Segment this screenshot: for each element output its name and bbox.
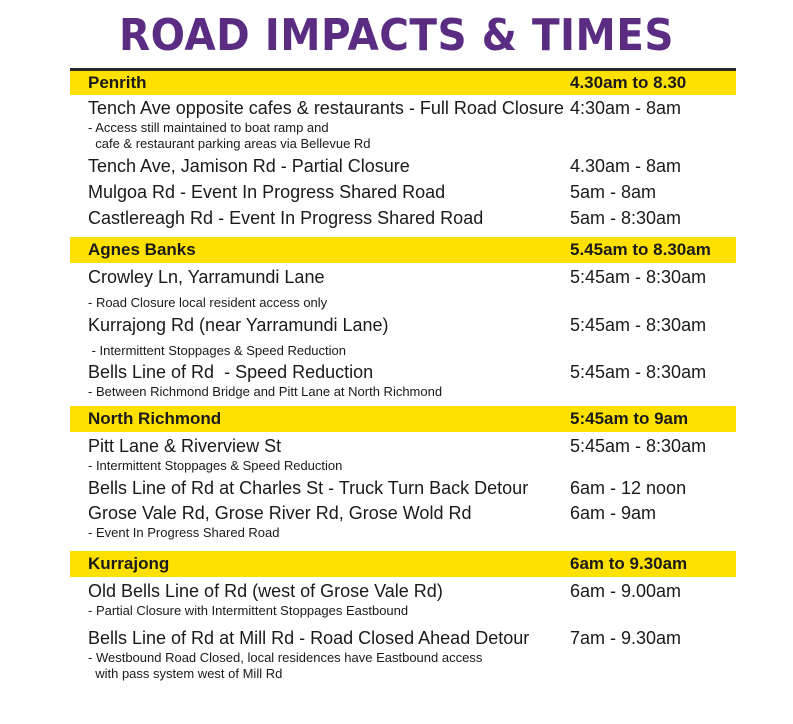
row-note: - Access still maintained to boat ramp and xyxy=(88,120,329,135)
road-name: Crowley Ln, Yarramundi Lane xyxy=(88,267,325,287)
road-time: 5:45am - 8:30am xyxy=(570,362,707,382)
road-time: 6am - 9am xyxy=(570,503,657,523)
section-time: 5.45am to 8.30am xyxy=(570,240,711,259)
table-row xyxy=(70,476,736,500)
road-name: Tench Ave opposite cafes & restaurants - Full Road Closure xyxy=(88,98,564,118)
road-name: Grose Vale Rd, Grose River Rd, Grose Wold Rd xyxy=(88,503,472,523)
section-header-agnes-banks xyxy=(70,237,736,263)
section-header-kurrajong xyxy=(70,551,736,577)
road-time: 6am - 12 noon xyxy=(570,478,687,498)
road-impacts-table xyxy=(70,68,736,682)
table-row xyxy=(70,626,736,650)
road-time: 5:45am - 8:30am xyxy=(570,436,707,456)
road-time: 4.30am - 8am xyxy=(570,156,682,176)
row-note: - Westbound Road Closed, local residences have Eastbound access xyxy=(88,650,483,665)
table-row xyxy=(70,501,736,525)
road-time: 5am - 8:30am xyxy=(570,208,682,228)
row-note: - Partial Closure with Intermittent Stoppages Eastbound xyxy=(88,603,409,618)
road-name: Tench Ave, Jamison Rd - Partial Closure xyxy=(88,156,410,176)
page-title: ROAD IMPACTS & TIMES xyxy=(118,10,675,61)
road-name: Old Bells Line of Rd (west of Grose Vale Rd) xyxy=(88,581,443,601)
row-note: - Event In Progress Shared Road xyxy=(88,525,280,540)
row-note: - Between Richmond Bridge and Pitt Lane at North Richmond xyxy=(88,384,443,399)
table-row xyxy=(70,96,736,120)
section-header-penrith xyxy=(70,68,736,95)
table-row xyxy=(70,360,736,384)
section-time: 5:45am to 9am xyxy=(570,409,689,428)
road-name: Kurrajong Rd (near Yarramundi Lane) xyxy=(88,315,389,335)
section-region: Kurrajong xyxy=(88,554,170,573)
road-name: Bells Line of Rd at Charles St - Truck Turn Back Detour xyxy=(88,478,529,498)
table-row xyxy=(70,154,736,178)
section-time: 4.30am to 8.30 xyxy=(570,73,687,92)
road-name: Castlereagh Rd - Event In Progress Shared Road xyxy=(88,208,484,228)
section-region: Agnes Banks xyxy=(88,240,196,259)
table-row xyxy=(70,579,736,603)
road-time: 5:45am - 8:30am xyxy=(570,315,707,335)
road-time: 4:30am - 8am xyxy=(570,98,682,118)
table-row xyxy=(70,313,736,337)
row-note: - Road Closure local resident access only xyxy=(88,295,328,310)
road-name: Bells Line of Rd at Mill Rd - Road Closed Ahead Detour xyxy=(88,628,530,648)
road-time: 5:45am - 8:30am xyxy=(570,267,707,287)
table-row xyxy=(70,206,736,230)
section-region: Penrith xyxy=(88,73,147,92)
road-time: 5am - 8am xyxy=(570,182,657,202)
road-name: Pitt Lane & Riverview St xyxy=(88,436,282,456)
row-note: with pass system west of Mill Rd xyxy=(88,666,283,681)
table-row xyxy=(70,180,736,204)
section-region: North Richmond xyxy=(88,409,222,428)
road-time: 6am - 9.00am xyxy=(570,581,682,601)
section-header-north-richmond xyxy=(70,406,736,432)
row-note: cafe & restaurant parking areas via Bellevue Rd xyxy=(88,136,371,151)
road-name: Bells Line of Rd - Speed Reduction xyxy=(88,362,374,382)
table-row xyxy=(70,434,736,458)
road-name: Mulgoa Rd - Event In Progress Shared Road xyxy=(88,182,446,202)
row-note: - Intermittent Stoppages & Speed Reduction xyxy=(88,458,343,473)
table-row xyxy=(70,265,736,289)
section-time: 6am to 9.30am xyxy=(570,554,688,573)
road-time: 7am - 9.30am xyxy=(570,628,682,648)
row-note: - Intermittent Stoppages & Speed Reduction xyxy=(88,343,346,358)
